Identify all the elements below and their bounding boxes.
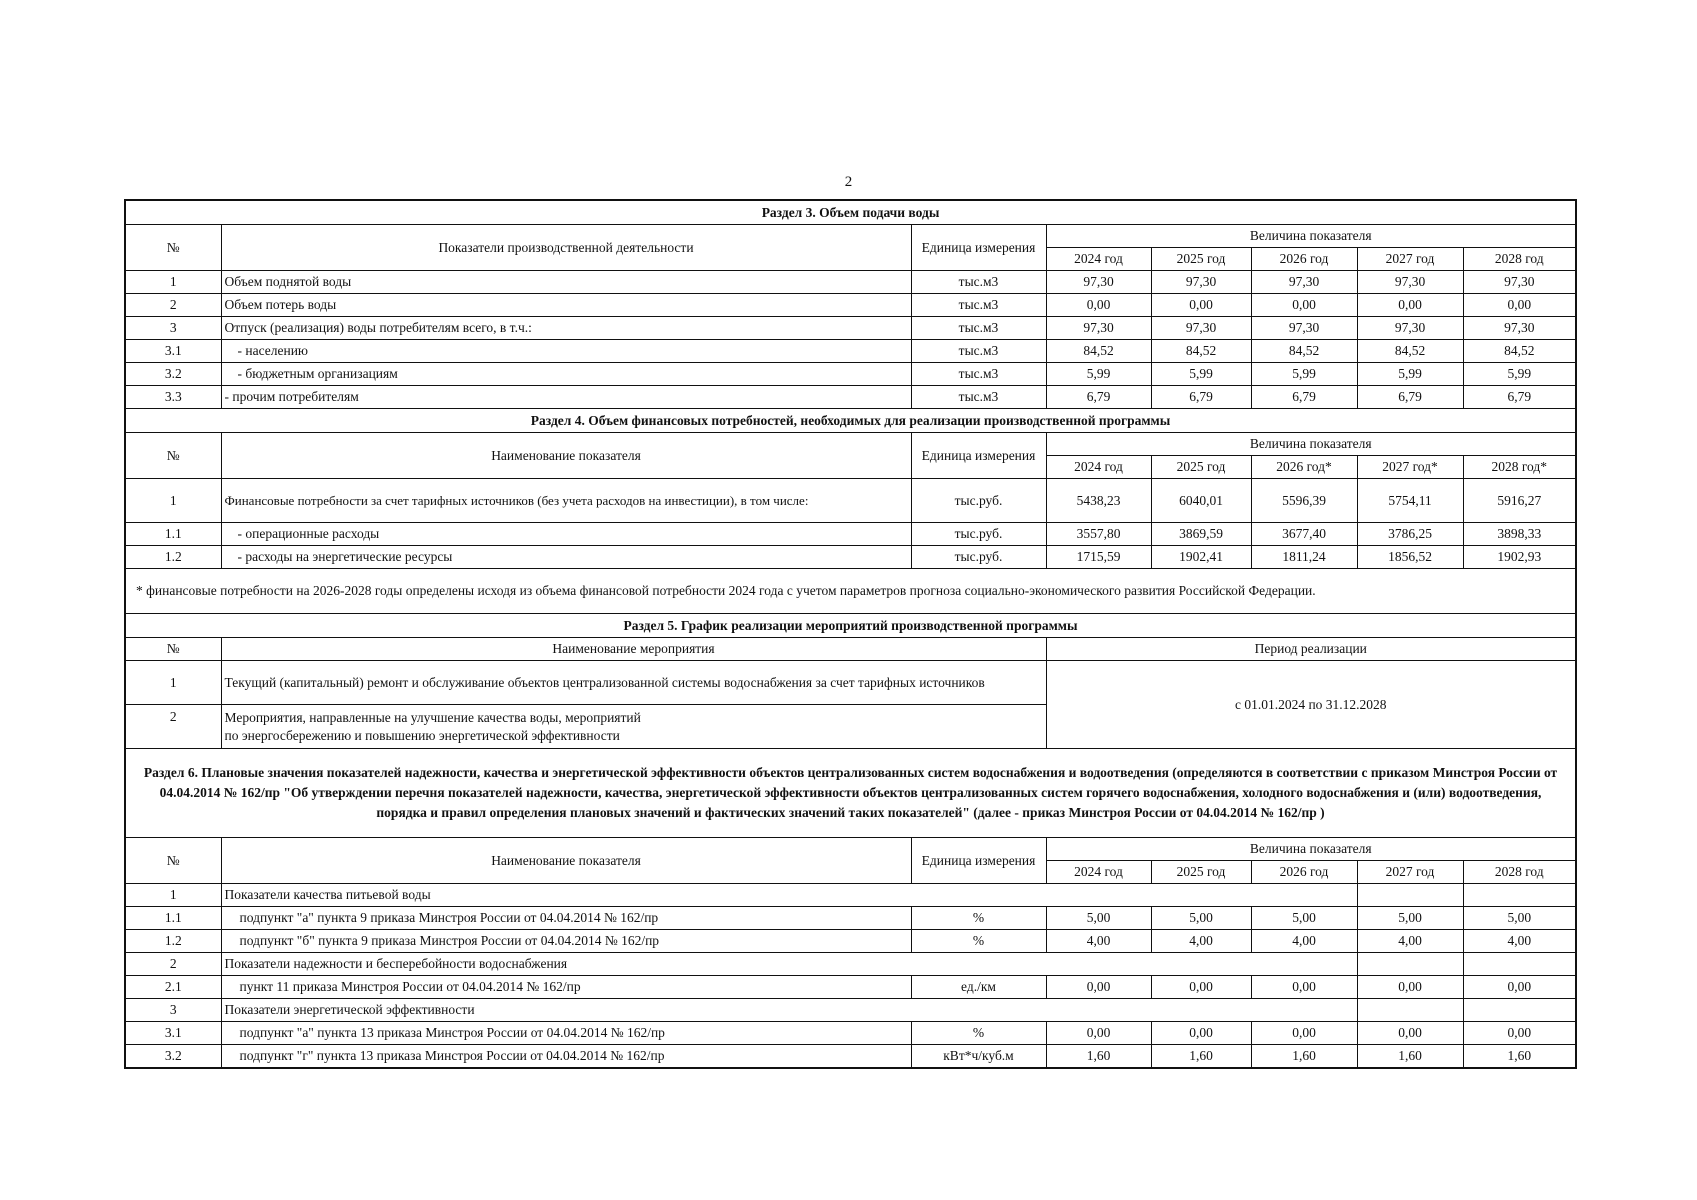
- row-value: 0,00: [1046, 976, 1151, 999]
- table-row: [125, 340, 1576, 363]
- header-name: Наименование показателя: [221, 433, 911, 479]
- section4-title-row: [125, 409, 1576, 433]
- row-value: 5596,39: [1251, 479, 1357, 523]
- empty-cell: [1463, 999, 1576, 1022]
- row-value: 0,00: [1151, 976, 1251, 999]
- row-unit: тыс.м3: [911, 294, 1046, 317]
- row-unit: тыс.м3: [911, 271, 1046, 294]
- document-sheet: [124, 199, 1575, 1069]
- section5-title-row: [125, 614, 1576, 638]
- header-value-group: Величина показателя: [1046, 433, 1576, 456]
- row-name: - населению: [221, 340, 911, 363]
- header-year: 2028 год*: [1463, 456, 1576, 479]
- row-value: 6,79: [1463, 386, 1576, 409]
- empty-cell: [1463, 884, 1576, 907]
- page-number: 2: [844, 174, 853, 190]
- row-name: Объем поднятой воды: [221, 271, 911, 294]
- table-row: [125, 546, 1576, 569]
- row-unit: кВт*ч/куб.м: [911, 1045, 1046, 1069]
- header-num: №: [125, 838, 221, 884]
- header-num: №: [125, 638, 221, 661]
- header-unit: Единица измерения: [911, 225, 1046, 271]
- row-value: 4,00: [1046, 930, 1151, 953]
- row-group-name: Показатели качества питьевой воды: [221, 884, 1357, 907]
- row-num: 1: [125, 271, 221, 294]
- group-row: [125, 884, 1576, 907]
- row-value: 1902,93: [1463, 546, 1576, 569]
- row-value: 6040,01: [1151, 479, 1251, 523]
- row-unit: %: [911, 930, 1046, 953]
- row-num: 3.2: [125, 363, 221, 386]
- section5-title: Раздел 5. График реализации мероприятий производственной программы: [125, 614, 1576, 638]
- group-row: [125, 999, 1576, 1022]
- row-value: 0,00: [1151, 1022, 1251, 1045]
- row-name: Текущий (капитальный) ремонт и обслуживание объектов централизованной системы водоснабжения за счет тарифных источников: [221, 661, 1046, 705]
- empty-cell: [1357, 884, 1463, 907]
- row-value: 1,60: [1151, 1045, 1251, 1069]
- row-num: 2: [125, 294, 221, 317]
- row-name: Объем потерь воды: [221, 294, 911, 317]
- row-value: 97,30: [1357, 317, 1463, 340]
- row-unit: тыс.руб.: [911, 523, 1046, 546]
- row-value: 97,30: [1357, 271, 1463, 294]
- row-name: - расходы на энергетические ресурсы: [221, 546, 911, 569]
- row-value: 0,00: [1463, 976, 1576, 999]
- table-row: [125, 1022, 1576, 1045]
- header-value-group: Величина показателя: [1046, 838, 1576, 861]
- row-group-name: Показатели энергетической эффективности: [221, 999, 1357, 1022]
- row-value: 1811,24: [1251, 546, 1357, 569]
- section6-title: Раздел 6. Плановые значения показателей надежности, качества и энергетической эффективности объектов централизованных систем водоснабжения и водоотведения (определяются в соответствии с приказом Минстроя России от 04.04.2014 № 162/пр "Об утверждении перечня показателей надежности, качества, энергетической эффективности объектов централизованных систем горячего водоснабжения, холодного водоснабжения и (или) водоотведения, порядка и правил определения плановых значений и фактических значений таких показателей" (далее - приказ Минстроя России от 04.04.2014 № 162/пр ): [125, 749, 1576, 838]
- row-value: 1856,52: [1357, 546, 1463, 569]
- row-num: 2.1: [125, 976, 221, 999]
- row-value: 4,00: [1251, 930, 1357, 953]
- row-group-name: Показатели надежности и бесперебойности водоснабжения: [221, 953, 1357, 976]
- header-year: 2024 год: [1046, 248, 1151, 271]
- row-value: 3786,25: [1357, 523, 1463, 546]
- row-value: 97,30: [1463, 317, 1576, 340]
- header-year: 2025 год: [1151, 248, 1251, 271]
- row-name: - операционные расходы: [221, 523, 911, 546]
- header-num: №: [125, 433, 221, 479]
- section4-footnote: * финансовые потребности на 2026-2028 годы определены исходя из объема финансовой потребности 2024 года с учетом параметров прогноза социально-экономического развития Российской Федерации.: [125, 569, 1576, 614]
- row-value: 0,00: [1357, 294, 1463, 317]
- row-name-line: по энергосбережению и повышению энергетической эффективности: [224, 727, 620, 743]
- header-year: 2026 год: [1251, 861, 1357, 884]
- section4-header-row: [125, 433, 1576, 456]
- header-unit: Единица измерения: [911, 838, 1046, 884]
- row-value: 6,79: [1151, 386, 1251, 409]
- row-name: подпункт "а" пункта 13 приказа Минстроя России от 04.04.2014 № 162/пр: [221, 1022, 911, 1045]
- row-value: 4,00: [1463, 930, 1576, 953]
- row-unit: %: [911, 907, 1046, 930]
- row-num: 1.1: [125, 523, 221, 546]
- row-value: 5,99: [1046, 363, 1151, 386]
- row-value: 84,52: [1463, 340, 1576, 363]
- header-year: 2024 год: [1046, 861, 1151, 884]
- row-name: подпункт "а" пункта 9 приказа Минстроя России от 04.04.2014 № 162/пр: [221, 907, 911, 930]
- row-name: Финансовые потребности за счет тарифных источников (без учета расходов на инвестиции), в том числе:: [221, 479, 911, 523]
- row-value: 3898,33: [1463, 523, 1576, 546]
- row-value: 6,79: [1251, 386, 1357, 409]
- row-num: 3.2: [125, 1045, 221, 1069]
- row-value: 6,79: [1046, 386, 1151, 409]
- row-name: пункт 11 приказа Минстроя России от 04.04.2014 № 162/пр: [221, 976, 911, 999]
- section4-title: Раздел 4. Объем финансовых потребностей, необходимых для реализации производственной программы: [125, 409, 1576, 433]
- row-name: подпункт "б" пункта 9 приказа Минстроя России от 04.04.2014 № 162/пр: [221, 930, 911, 953]
- row-value: 97,30: [1151, 271, 1251, 294]
- row-unit: тыс.м3: [911, 340, 1046, 363]
- header-period: Период реализации: [1046, 638, 1576, 661]
- row-num: 1: [125, 884, 221, 907]
- row-value: 97,30: [1463, 271, 1576, 294]
- row-value: 3869,59: [1151, 523, 1251, 546]
- row-num: 3: [125, 999, 221, 1022]
- row-name: [221, 705, 1046, 749]
- empty-cell: [1463, 953, 1576, 976]
- row-value: 5,00: [1046, 907, 1151, 930]
- row-value: 4,00: [1151, 930, 1251, 953]
- table-row: [125, 317, 1576, 340]
- row-num: 3.1: [125, 1022, 221, 1045]
- row-value: 97,30: [1151, 317, 1251, 340]
- row-num: 3: [125, 317, 221, 340]
- row-num: 1: [125, 661, 221, 705]
- header-year: 2028 год: [1463, 861, 1576, 884]
- header-year: 2025 год: [1151, 861, 1251, 884]
- row-value: 5,00: [1357, 907, 1463, 930]
- row-num: 2: [125, 953, 221, 976]
- row-value: 5,99: [1151, 363, 1251, 386]
- empty-cell: [1357, 953, 1463, 976]
- section3-title: Раздел 3. Объем подачи воды: [125, 200, 1576, 225]
- row-num: 3.3: [125, 386, 221, 409]
- row-value: 97,30: [1251, 271, 1357, 294]
- table-row: [125, 294, 1576, 317]
- section3-body: [125, 271, 1576, 409]
- row-value: 1,60: [1357, 1045, 1463, 1069]
- row-value: 6,79: [1357, 386, 1463, 409]
- row-name: - прочим потребителям: [221, 386, 911, 409]
- row-name: подпункт "г" пункта 13 приказа Минстроя России от 04.04.2014 № 162/пр: [221, 1045, 911, 1069]
- row-value: 5,00: [1251, 907, 1357, 930]
- row-unit: %: [911, 1022, 1046, 1045]
- row-num: 1: [125, 479, 221, 523]
- row-value: 1902,41: [1151, 546, 1251, 569]
- row-value: 1,60: [1463, 1045, 1576, 1069]
- row-value: 97,30: [1046, 317, 1151, 340]
- table-row: [125, 523, 1576, 546]
- row-value: 0,00: [1251, 294, 1357, 317]
- header-year: 2026 год*: [1251, 456, 1357, 479]
- header-year: 2027 год: [1357, 861, 1463, 884]
- row-num: 1.1: [125, 907, 221, 930]
- row-value: 0,00: [1463, 1022, 1576, 1045]
- row-value: 5,99: [1357, 363, 1463, 386]
- row-num: 3.1: [125, 340, 221, 363]
- header-event-name: Наименование мероприятия: [221, 638, 1046, 661]
- header-num: №: [125, 225, 221, 271]
- row-value: 5,00: [1151, 907, 1251, 930]
- table-row: [125, 976, 1576, 999]
- row-value: 84,52: [1151, 340, 1251, 363]
- section6-body: [125, 884, 1576, 1069]
- row-value: 5,00: [1463, 907, 1576, 930]
- table-row: [125, 386, 1576, 409]
- table-row: [125, 479, 1576, 523]
- row-value: 0,00: [1357, 976, 1463, 999]
- row-unit: тыс.м3: [911, 317, 1046, 340]
- row-unit: тыс.руб.: [911, 546, 1046, 569]
- header-unit: Единица измерения: [911, 433, 1046, 479]
- section6-title-row: [125, 749, 1576, 838]
- row-num: 1.2: [125, 930, 221, 953]
- group-row: [125, 953, 1576, 976]
- row-value: 84,52: [1046, 340, 1151, 363]
- row-unit: тыс.м3: [911, 386, 1046, 409]
- row-value: 0,00: [1046, 294, 1151, 317]
- row-value: 0,00: [1046, 1022, 1151, 1045]
- row-value: 0,00: [1357, 1022, 1463, 1045]
- table-row: [125, 271, 1576, 294]
- row-value: 3557,80: [1046, 523, 1151, 546]
- row-name-line: Мероприятия, направленные на улучшение качества воды, мероприятий: [224, 709, 641, 725]
- row-value: 4,00: [1357, 930, 1463, 953]
- production-program-table: [124, 199, 1577, 1069]
- header-year: 2028 год: [1463, 248, 1576, 271]
- table-row: [125, 1045, 1576, 1069]
- row-unit: ед./км: [911, 976, 1046, 999]
- row-value: 97,30: [1046, 271, 1151, 294]
- row-value: 84,52: [1357, 340, 1463, 363]
- table-row: [125, 363, 1576, 386]
- row-value: 5754,11: [1357, 479, 1463, 523]
- section5-header-row: [125, 638, 1576, 661]
- header-year: 2026 год: [1251, 248, 1357, 271]
- row-value: 5916,27: [1463, 479, 1576, 523]
- empty-cell: [1357, 999, 1463, 1022]
- section4-note-row: [125, 569, 1576, 614]
- row-value: 0,00: [1251, 1022, 1357, 1045]
- row-value: 1715,59: [1046, 546, 1151, 569]
- row-value: 5438,23: [1046, 479, 1151, 523]
- row-value: 84,52: [1251, 340, 1357, 363]
- table-row: [125, 907, 1576, 930]
- header-year: 2027 год*: [1357, 456, 1463, 479]
- row-unit: тыс.м3: [911, 363, 1046, 386]
- header-year: 2025 год: [1151, 456, 1251, 479]
- section3-title-row: [125, 200, 1576, 225]
- period-value: с 01.01.2024 по 31.12.2028: [1046, 661, 1576, 749]
- row-value: 0,00: [1251, 976, 1357, 999]
- row-value: 0,00: [1151, 294, 1251, 317]
- row-num: 2: [125, 705, 221, 749]
- row-name: Отпуск (реализация) воды потребителям всего, в т.ч.:: [221, 317, 911, 340]
- header-year: 2024 год: [1046, 456, 1151, 479]
- header-year: 2027 год: [1357, 248, 1463, 271]
- row-value: 1,60: [1251, 1045, 1357, 1069]
- section3-header-row: [125, 225, 1576, 248]
- row-value: 97,30: [1251, 317, 1357, 340]
- row-value: 0,00: [1463, 294, 1576, 317]
- row-value: 3677,40: [1251, 523, 1357, 546]
- row-num: 1.2: [125, 546, 221, 569]
- table-row: [125, 661, 1576, 705]
- row-value: 1,60: [1046, 1045, 1151, 1069]
- row-name: - бюджетным организациям: [221, 363, 911, 386]
- table-row: [125, 930, 1576, 953]
- row-value: 5,99: [1251, 363, 1357, 386]
- header-name: Показатели производственной деятельности: [221, 225, 911, 271]
- header-name: Наименование показателя: [221, 838, 911, 884]
- row-unit: тыс.руб.: [911, 479, 1046, 523]
- section6-header-row: [125, 838, 1576, 861]
- row-value: 5,99: [1463, 363, 1576, 386]
- header-value-group: Величина показателя: [1046, 225, 1576, 248]
